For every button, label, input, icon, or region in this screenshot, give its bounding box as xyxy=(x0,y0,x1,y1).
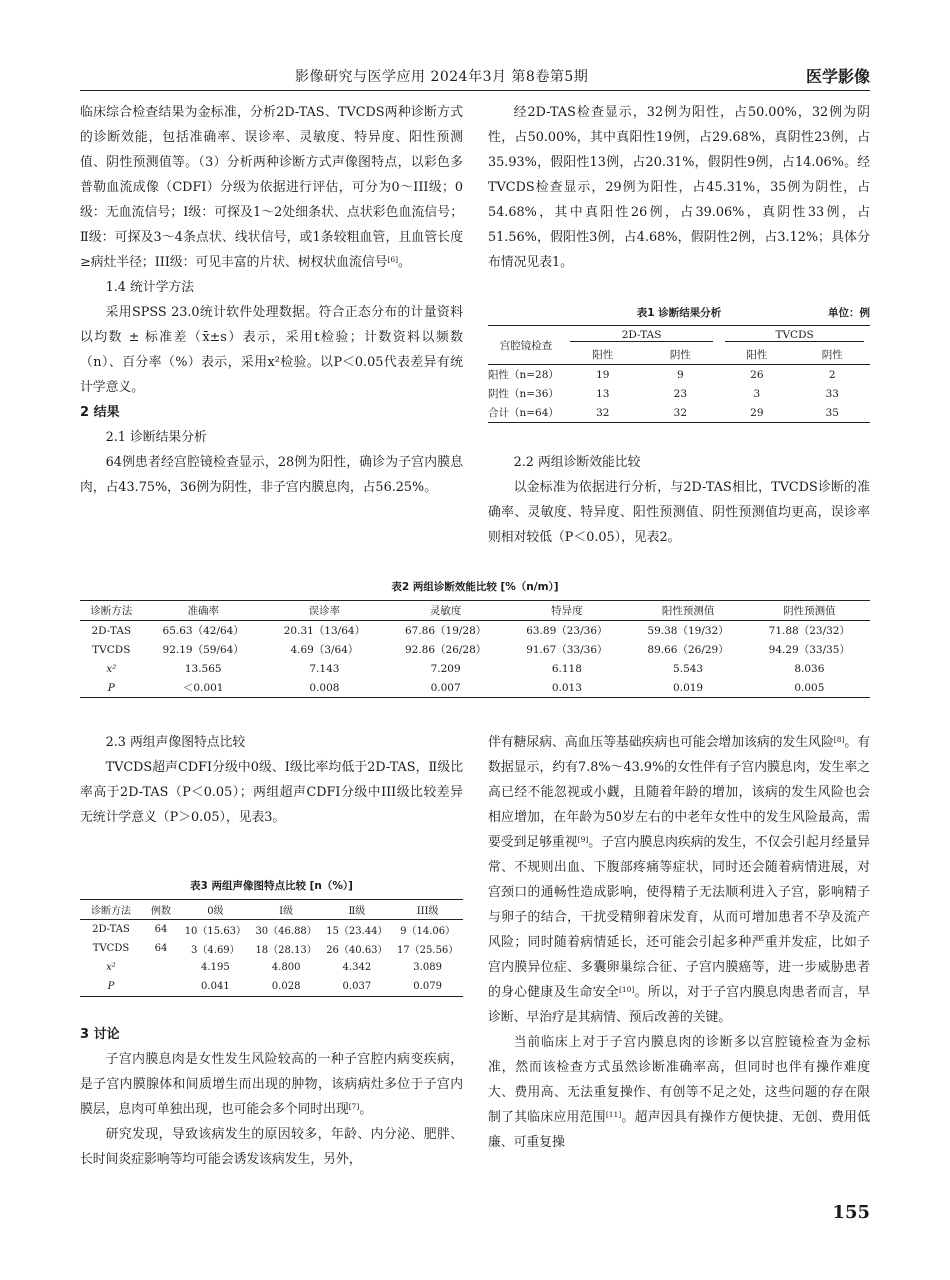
table-row: 阴性（n=36） 13 23 3 33 xyxy=(488,387,839,400)
paragraph: 以金标准为依据进行分析，与2D-TAS相比，TVCDS诊断的准确率、灵敏度、特异度、阳性预测值、阴性预测值均更高，误诊率则相对较低（P＜0.05），见表2。 xyxy=(488,480,870,545)
citation: [8] xyxy=(833,735,845,744)
table-3-header: 诊断方法 xyxy=(91,906,131,917)
table-1-group: TVCDS xyxy=(719,326,870,346)
table-1-title: 表1 诊断结果分析 xyxy=(636,307,722,319)
subheading-1-4: 1.4 统计学方法 xyxy=(105,280,194,295)
table-3-header: Ⅱ级 xyxy=(348,906,366,917)
paragraph: 采用SPSS 23.0统计软件处理数据。符合正态分布的计量资料以均数 ± 标准差（x̄±s）表示，采用t检验；计数资料以频数（n）、百分率（%）表示，采用x²检验。以P＜0.05代表差异有统计学意义。 xyxy=(80,305,463,395)
table-1-subcol: 阴性 xyxy=(669,349,691,361)
table-1-subcol: 阳性 xyxy=(746,349,768,361)
table-row: x² 13.565 7.143 7.209 6.118 5.543 8.036 xyxy=(106,662,825,675)
table-1-subcol: 阴性 xyxy=(821,349,843,361)
table-3-grid xyxy=(80,899,463,997)
paragraph: 伴有糖尿病、高血压等基础疾病也可能会增加该病的发生风险[8]。有数据显示，约有7.8%～43.9%的女性伴有子宫内膜息肉，发生率之高已经不能忽视或小觑，且随着年龄的增加，该病的发生风险也会相应增加，在年龄为50岁左右的中老年女性中的发生风险最高，需要受到足够重视[9]。子宫内膜息肉疾病的发生，不仅会引起月经量异常、不规则出血、下腹部疼痛等症状，同时还会随着病情进展，对宫颈口的通畅性造成影响，使得精子无法顺利进入子宫，影响精子与卵子的结合，干扰受精卵着床发育，从而可增加患者不孕及流产风险；同时随着病情延长，还可能会引起多种严重并发症，比如子宫内膜异位症、多囊卵巢综合征、子宫内膜癌等，进一步威胁患者的身心健康及生命安全[10]。所以，对于子宫内膜息肉患者而言，早诊断、早治疗是其病情、预后改善的关键。 xyxy=(488,735,871,1025)
table-3-header: 0级 xyxy=(207,906,224,917)
table-2-header: 阴性预测值 xyxy=(783,605,836,617)
subheading-2-1: 2.1 诊断结果分析 xyxy=(105,430,207,445)
table-2-header: 阳性预测值 xyxy=(661,605,715,617)
table-2-header: 灵敏度 xyxy=(429,605,462,617)
subheading-2-2: 2.2 两组诊断效能比较 xyxy=(513,455,641,470)
table-row: P 0.041 0.028 0.037 0.079 xyxy=(80,977,463,997)
table-3 xyxy=(80,878,463,997)
paragraph: 经2D-TAS检查显示，32例为阳性，占50.00%，32例为阴性，占50.00%，其中真阳性19例，占29.68%，真阴性23例，占35.93%，假阳性13例，占20.31%，假阴性9例，占14.06%。经TVCDS检查显示，29例为阳性，占45.31%，35例为阴性，占54.68%，其中真阳性26例，占39.06%，真阴性33例，占51.56%，假阳性3例，占4.68%，假阴性2例，占3.12%；具体分布情况见表1。 xyxy=(488,105,870,270)
section-heading-results: 2 结果 xyxy=(80,405,120,420)
table-1 xyxy=(488,305,870,423)
table-row: P ＜0.001 0.008 0.007 0.013 0.019 0.005 xyxy=(80,678,870,698)
table-2-title: 表2 两组诊断效能比较 [%（n/m）] xyxy=(391,581,559,593)
table-row: 阳性（n=28） 19 9 26 2 xyxy=(488,368,836,381)
citation: [6] xyxy=(387,255,399,264)
page-number: 155 xyxy=(832,1202,870,1223)
table-1-subcol: 阳性 xyxy=(592,349,614,361)
section-heading-discussion: 3 讨论 xyxy=(80,1027,120,1042)
table-1-rowhead: 宫腔镜检查 xyxy=(488,326,564,365)
table-row: TVCDS 64 3（4.69） 18（28.13） 26（40.63） 17（25.56） xyxy=(92,943,459,956)
citation: [10] xyxy=(618,985,635,994)
right-column-discussion xyxy=(488,730,870,1155)
left-column-top xyxy=(80,100,463,500)
running-header xyxy=(80,64,870,91)
table-row: 合计（n=64） 32 32 29 35 xyxy=(488,403,870,423)
table-3-header: 例数 xyxy=(151,906,171,917)
table-2-header: 误诊率 xyxy=(308,605,341,617)
citation: [7] xyxy=(348,1102,360,1111)
paragraph: 当前临床上对于子宫内膜息肉的诊断多以宫腔镜检查为金标准，然而该检查方式虽然诊断准确率高，但同时也伴有操作难度大、费用高、无法重复操作、有创等不足之处，这些问题的存在限制了其临床应用范围[11]。超声因具有操作方便快捷、无创、费用低廉、可重复操 xyxy=(488,1035,871,1150)
table-2-header: 诊断方法 xyxy=(90,605,133,617)
table-3-header: Ⅰ级 xyxy=(279,906,294,917)
journal-info: 影像研究与医学应用 2024年3月 第8卷第5期 xyxy=(295,69,589,85)
paragraph: 研究发现，导致该病发生的原因较多，年龄、内分泌、肥胖、长时间炎症影响等均可能会诱发该病发生，另外， xyxy=(80,1127,463,1167)
table-1-unit: 单位：例 xyxy=(828,307,870,319)
left-column-discussion xyxy=(80,1022,463,1172)
table-2-header: 准确率 xyxy=(187,605,219,617)
table-2-grid xyxy=(80,600,870,698)
citation: [11] xyxy=(605,1110,622,1119)
citation: [9] xyxy=(577,835,589,844)
paragraph: 临床综合检查结果为金标准，分析2D-TAS、TVCDS两种诊断方式的诊断效能，包括准确率、误诊率、灵敏度、特异度、阳性预测值、阴性预测值等。（3）分析两种诊断方式声像图特点，以彩色多普勒血流成像（CDFI）分级为依据进行评估，可分为0～III级；0级：无血流信号；Ⅰ级：可探及1～2处细条状、点状彩色血流信号；Ⅱ级：可探及3～4条点状、线状信号，或1条较粗血管，且血管长度≥病灶半径；III级：可见丰富的片状、树杈状血流信号[6]。 xyxy=(80,105,463,270)
paragraph: 子宫内膜息肉是女性发生风险较高的一种子宫腔内病变疾病，是子宫内膜腺体和间质增生而出现的肿物，该病病灶多位于子宫内膜层，息肉可单独出现，也可能会多个同时出现[7]。 xyxy=(80,1052,463,1117)
table-row: TVCDS 92.19（59/64） 4.69（3/64） 92.86（26/28） 91.67（33/36） 89.66（26/29） 94.29（33/35） xyxy=(92,643,850,656)
section-label: 医学影像 xyxy=(805,67,870,86)
right-column-mid xyxy=(488,450,870,550)
table-3-header: III级 xyxy=(416,906,439,917)
subheading-2-3: 2.3 两组声像图特点比较 xyxy=(105,735,246,750)
table-1-group: 2D-TAS xyxy=(564,326,719,346)
table-3-title: 表3 两组声像图特点比较 [n（%）] xyxy=(190,880,353,892)
table-row: x² 4.195 4.800 4.342 3.089 xyxy=(106,962,442,973)
table-2 xyxy=(80,579,870,698)
table-1-grid xyxy=(488,325,870,423)
paragraph: 64例患者经宫腔镜检查显示，28例为阳性，确诊为子宫内膜息肉，占43.75%，36例为阴性，非子宫内膜息肉，占56.25%。 xyxy=(80,455,463,495)
paragraph: TVCDS超声CDFI分级中0级、Ⅰ级比率均低于2D-TAS，Ⅱ级比率高于2D-TAS（P＜0.05）；两组超声CDFI分级中III级比较差异无统计学意义（P＞0.05），见表3。 xyxy=(80,760,463,825)
right-column-top xyxy=(488,100,870,275)
table-2-header: 特异度 xyxy=(551,605,583,617)
table-row: 2D-TAS 65.63（42/64） 20.31（13/64） 67.86（19/28） 63.89（23/36） 59.38（19/32） 71.88（23/32） xyxy=(91,624,850,637)
left-column-bottom xyxy=(80,730,463,830)
table-row: 2D-TAS 64 10（15.63） 30（46.88） 15（23.44） 9（14.06） xyxy=(92,924,456,937)
